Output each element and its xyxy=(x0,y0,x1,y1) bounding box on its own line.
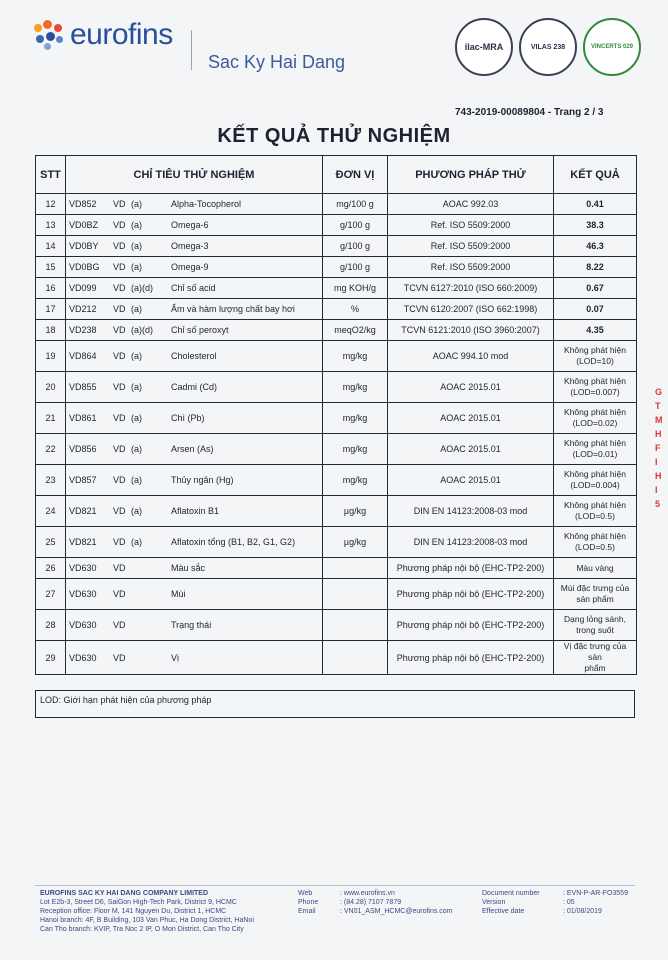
table-header-row xyxy=(36,156,637,194)
website-link[interactable]: : www.eurofins.vn xyxy=(340,890,395,897)
row-test-item xyxy=(66,341,323,372)
row-test-item xyxy=(66,558,323,579)
row-qualifier: (a) xyxy=(131,506,142,516)
row-test-item xyxy=(66,579,323,610)
row-unit: g/100 g xyxy=(323,215,388,236)
row-unit xyxy=(323,610,388,641)
row-vd: VD xyxy=(113,283,126,293)
table-row xyxy=(36,434,637,465)
row-item-name: Ẩm và hàm lượng chất bay hơi xyxy=(171,304,295,314)
row-code: VD630 xyxy=(69,620,97,630)
row-method: AOAC 2015.01 xyxy=(388,434,554,465)
row-qualifier: (a) xyxy=(131,199,142,209)
row-qualifier: (a) xyxy=(131,220,142,230)
row-method: Ref. ISO 5509:2000 xyxy=(388,257,554,278)
table-row xyxy=(36,278,637,299)
row-method: Ref. ISO 5509:2000 xyxy=(388,236,554,257)
row-qualifier: (a) xyxy=(131,413,142,423)
table-row xyxy=(36,320,637,341)
row-code: VD864 xyxy=(69,351,97,361)
row-stt: 22 xyxy=(36,434,66,465)
row-result: 4.35 xyxy=(554,320,637,341)
table-row xyxy=(36,403,637,434)
row-vd: VD xyxy=(113,506,126,516)
row-unit: mg KOH/g xyxy=(323,278,388,299)
row-unit xyxy=(323,641,388,675)
row-method: DIN EN 14123:2008-03 mod xyxy=(388,496,554,527)
row-test-item xyxy=(66,278,323,299)
row-stt: 16 xyxy=(36,278,66,299)
eurofins-dots-icon xyxy=(32,18,66,52)
row-vd: VD xyxy=(113,262,126,272)
email-link[interactable]: : VN01_ASM_HCMC@eurofins.com xyxy=(340,908,453,915)
row-item-name: Aflatoxin tổng (B1, B2, G1, G2) xyxy=(171,537,296,547)
row-stt: 12 xyxy=(36,194,66,215)
row-method: AOAC 2015.01 xyxy=(388,403,554,434)
row-unit: g/100 g xyxy=(323,236,388,257)
row-result: Không phát hiện (LOD=10) xyxy=(554,341,637,372)
row-item-name: Thủy ngân (Hg) xyxy=(171,475,234,485)
row-result: Không phát hiện (LOD=0.5) xyxy=(554,496,637,527)
row-item-name: Cadmi (Cd) xyxy=(171,382,218,392)
row-qualifier: (a) xyxy=(131,475,142,485)
row-unit: meqO2/kg xyxy=(323,320,388,341)
row-method: Phương pháp nội bộ (EHC-TP2-200) xyxy=(388,579,554,610)
row-code: VD856 xyxy=(69,444,97,454)
row-vd: VD xyxy=(113,652,126,663)
table-row xyxy=(36,558,637,579)
row-unit: mg/kg xyxy=(323,341,388,372)
row-test-item xyxy=(66,194,323,215)
row-stt: 28 xyxy=(36,610,66,641)
table-row xyxy=(36,641,637,675)
row-method: TCVN 6127:2010 (ISO 660:2009) xyxy=(388,278,554,299)
header-divider xyxy=(191,30,192,70)
row-test-item xyxy=(66,465,323,496)
row-item-name: Màu sắc xyxy=(171,563,206,573)
row-unit: mg/kg xyxy=(323,372,388,403)
row-method: TCVN 6121:2010 (ISO 3960:2007) xyxy=(388,320,554,341)
table-row xyxy=(36,215,637,236)
row-item-name: Cholesterol xyxy=(171,351,217,361)
table-row xyxy=(36,496,637,527)
row-stt: 13 xyxy=(36,215,66,236)
row-test-item xyxy=(66,320,323,341)
row-result: Màu vàng xyxy=(554,558,637,579)
row-vd: VD xyxy=(113,241,126,251)
row-vd: VD xyxy=(113,382,126,392)
row-unit xyxy=(323,558,388,579)
document-reference: 743-2019-00089804 - Trang 2 / 3 xyxy=(455,107,604,118)
row-result: 0.07 xyxy=(554,299,637,320)
row-qualifier: (a) xyxy=(131,382,142,392)
row-test-item xyxy=(66,434,323,465)
row-stt: 15 xyxy=(36,257,66,278)
row-stt: 20 xyxy=(36,372,66,403)
row-vd: VD xyxy=(113,620,126,630)
row-vd: VD xyxy=(113,304,126,314)
row-method: Phương pháp nội bộ (EHC-TP2-200) xyxy=(388,558,554,579)
row-method: Ref. ISO 5509:2000 xyxy=(388,215,554,236)
footer-doc-labels: Document number Version Effective date xyxy=(482,890,540,915)
row-item-name: Chỉ số acid xyxy=(171,283,216,293)
row-stt: 25 xyxy=(36,527,66,558)
table-row xyxy=(36,236,637,257)
row-result: 38.3 xyxy=(554,215,637,236)
table-row xyxy=(36,341,637,372)
table-row xyxy=(36,299,637,320)
row-method: AOAC 992.03 xyxy=(388,194,554,215)
sub-brand: Sac Ky Hai Dang xyxy=(208,52,346,72)
row-method: Phương pháp nội bộ (EHC-TP2-200) xyxy=(388,610,554,641)
page-title: KẾT QUẢ THỬ NGHIỆM xyxy=(217,125,451,147)
row-code: VD0BZ xyxy=(69,220,99,230)
row-vd: VD xyxy=(113,199,126,209)
row-result: Không phát hiện (LOD=0.007) xyxy=(554,372,637,403)
row-qualifier: (a) xyxy=(131,444,142,454)
row-unit: % xyxy=(323,299,388,320)
brand-name: eurofins xyxy=(70,18,173,51)
row-stt: 26 xyxy=(36,558,66,579)
row-result: Vị đặc trưng của sản phẩm xyxy=(554,641,637,675)
row-vd: VD xyxy=(113,351,126,361)
row-method: AOAC 2015.01 xyxy=(388,372,554,403)
row-item-name: Chỉ số peroxyt xyxy=(171,325,229,335)
table-row xyxy=(36,372,637,403)
red-stamp-fragment: G T M H F I H I 5 xyxy=(655,387,663,509)
row-unit: mg/kg xyxy=(323,465,388,496)
row-code: VD821 xyxy=(69,506,97,516)
row-code: VD099 xyxy=(69,283,97,293)
table-body xyxy=(36,194,637,675)
row-result: Dạng lỏng sánh, trong suốt xyxy=(554,610,637,641)
row-code: VD238 xyxy=(69,325,97,335)
accreditation-badges xyxy=(455,18,641,76)
row-test-item xyxy=(66,610,323,641)
row-unit: µg/kg xyxy=(323,496,388,527)
row-stt: 21 xyxy=(36,403,66,434)
row-test-item xyxy=(66,403,323,434)
row-stt: 17 xyxy=(36,299,66,320)
row-unit: mg/100 g xyxy=(323,194,388,215)
row-stt: 19 xyxy=(36,341,66,372)
row-stt: 24 xyxy=(36,496,66,527)
row-qualifier: (a) xyxy=(131,262,142,272)
row-vd: VD xyxy=(113,589,126,599)
row-code: VD0BG xyxy=(69,262,100,272)
header-result: KẾT QUẢ xyxy=(554,156,637,194)
footer-divider xyxy=(35,885,635,886)
row-test-item xyxy=(66,372,323,403)
row-code: VD212 xyxy=(69,304,97,314)
row-result: 0.41 xyxy=(554,194,637,215)
footer-contact-values: : www.eurofins.vn : (84.28) 7107 7879 : VN01_ASM_HCMC@eurofins.com xyxy=(340,889,475,916)
row-qualifier: (a) xyxy=(131,241,142,251)
row-item-name: Vị xyxy=(171,652,180,663)
row-method: AOAC 994.10 mod xyxy=(388,341,554,372)
row-vd: VD xyxy=(113,444,126,454)
row-stt: 29 xyxy=(36,641,66,675)
row-vd: VD xyxy=(113,537,126,547)
row-item-name: Arsen (As) xyxy=(171,444,214,454)
vilas-badge-icon: VILAS 238 xyxy=(519,18,577,76)
vincerts-badge-icon: VINCERTS 029 xyxy=(583,18,641,76)
lod-note: LOD: Giới hạn phát hiện của phương pháp xyxy=(35,690,635,718)
row-vd: VD xyxy=(113,325,126,335)
row-unit: mg/kg xyxy=(323,403,388,434)
eurofins-logo xyxy=(32,18,173,52)
row-stt: 14 xyxy=(36,236,66,257)
row-code: VD855 xyxy=(69,382,97,392)
row-stt: 23 xyxy=(36,465,66,496)
table-row xyxy=(36,610,637,641)
row-code: VD861 xyxy=(69,413,97,423)
row-test-item xyxy=(66,299,323,320)
row-code: VD821 xyxy=(69,537,97,547)
header-method: PHƯƠNG PHÁP THỬ xyxy=(388,156,554,194)
footer-company: EUROFINS SAC KY HAI DANG COMPANY LIMITED Lot E2b-3, Street D6, SaiGon High-Tech Park, District 9, HCMC Reception office: Floor M, 141 Nguyen Du, District 1, HCMC Hanoi branch: 4F, B Building, 103 Van Phuc, Ha Dong District, HaNoi Can Tho branch: KVIP, Tra Noc 2 IP, O Mon District, Can Tho City xyxy=(40,890,254,933)
row-item-name: Chì (Pb) xyxy=(171,413,205,423)
row-method: DIN EN 14123:2008-03 mod xyxy=(388,527,554,558)
row-qualifier: (a)(d) xyxy=(131,283,153,293)
row-vd: VD xyxy=(113,475,126,485)
footer-contact-labels: Web Phone Email xyxy=(298,890,319,915)
header-stt: STT xyxy=(36,156,66,194)
row-code: VD630 xyxy=(69,652,97,663)
row-qualifier: (a) xyxy=(131,351,142,361)
row-result: 8.22 xyxy=(554,257,637,278)
row-test-item xyxy=(66,527,323,558)
row-vd: VD xyxy=(113,220,126,230)
row-code: VD630 xyxy=(69,563,97,573)
row-qualifier: (a)(d) xyxy=(131,325,153,335)
row-unit xyxy=(323,579,388,610)
header-unit: ĐƠN VỊ xyxy=(323,156,388,194)
row-result: 0.67 xyxy=(554,278,637,299)
row-test-item xyxy=(66,641,323,675)
row-item-name: Omega-3 xyxy=(171,241,209,251)
row-test-item xyxy=(66,496,323,527)
row-item-name: Mùi xyxy=(171,589,186,599)
results-table xyxy=(35,155,637,675)
row-code: VD852 xyxy=(69,199,97,209)
row-item-name: Omega-9 xyxy=(171,262,209,272)
row-test-item xyxy=(66,215,323,236)
table-row xyxy=(36,579,637,610)
row-test-item xyxy=(66,236,323,257)
header-test-item: CHỈ TIÊU THỬ NGHIỆM xyxy=(66,156,323,194)
row-result: Không phát hiện (LOD=0.004) xyxy=(554,465,637,496)
row-unit: µg/kg xyxy=(323,527,388,558)
row-method: Phương pháp nội bộ (EHC-TP2-200) xyxy=(388,641,554,675)
row-stt: 27 xyxy=(36,579,66,610)
row-vd: VD xyxy=(113,563,126,573)
row-stt: 18 xyxy=(36,320,66,341)
row-unit: mg/kg xyxy=(323,434,388,465)
row-result: Không phát hiện (LOD=0.01) xyxy=(554,434,637,465)
row-result: Không phát hiện (LOD=0.02) xyxy=(554,403,637,434)
row-unit: g/100 g xyxy=(323,257,388,278)
row-code: VD857 xyxy=(69,475,97,485)
row-item-name: Trạng thái xyxy=(171,620,212,630)
footer-doc-values: : EVN-P-AR-FO3559 : 05 : 01/08/2019 xyxy=(563,890,628,915)
row-result: Không phát hiện (LOD=0.5) xyxy=(554,527,637,558)
row-qualifier: (a) xyxy=(131,304,142,314)
row-test-item xyxy=(66,257,323,278)
table-row xyxy=(36,527,637,558)
table-row xyxy=(36,194,637,215)
ilac-mra-badge-icon: ilac-MRA xyxy=(455,18,513,76)
row-item-name: Alpha-Tocopherol xyxy=(171,199,242,209)
row-code: VD0BY xyxy=(69,241,99,251)
row-item-name: Aflatoxin B1 xyxy=(171,506,220,516)
row-result: Mùi đặc trưng của sản phẩm xyxy=(554,579,637,610)
row-qualifier: (a) xyxy=(131,537,142,547)
table-row xyxy=(36,465,637,496)
row-item-name: Omega-6 xyxy=(171,220,209,230)
table-row xyxy=(36,257,637,278)
row-method: TCVN 6120:2007 (ISO 662:1998) xyxy=(388,299,554,320)
row-method: AOAC 2015.01 xyxy=(388,465,554,496)
row-code: VD630 xyxy=(69,589,97,599)
row-vd: VD xyxy=(113,413,126,423)
row-result: 46.3 xyxy=(554,236,637,257)
